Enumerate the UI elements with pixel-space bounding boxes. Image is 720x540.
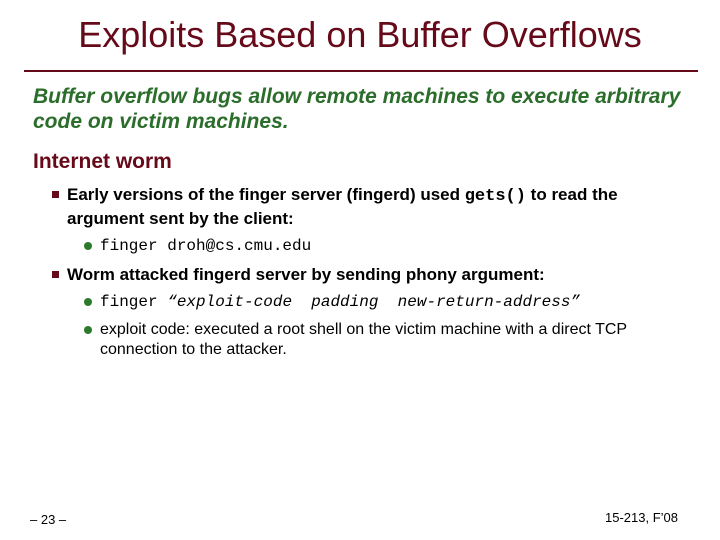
- bullet-worm-attack: [52, 264, 672, 286]
- sub-bullet-finger-command: [84, 236, 664, 256]
- lead-paragraph: Buffer overflow bugs allow remote machines to execute arbitrary code on victim machines.: [33, 85, 681, 133]
- course-label: 15-213, F’08: [605, 510, 678, 525]
- sub-bullet-exploit-argument: [84, 292, 664, 312]
- finger-cmd: finger: [100, 293, 158, 311]
- round-bullet-icon: [84, 326, 92, 334]
- bullet-text-before: Early versions of the finger server (fingerd) used: [67, 185, 465, 204]
- square-bullet-icon: [52, 271, 59, 278]
- slide-title: Exploits Based on Buffer Overflows: [78, 14, 642, 55]
- code-gets: gets(): [464, 187, 526, 206]
- bullet-fingerd-gets: [52, 184, 672, 230]
- finger-command: finger droh@cs.cmu.edu: [100, 237, 312, 255]
- bullet-text-after: to read the argument sent by the client:: [67, 185, 618, 228]
- section-heading: Internet worm: [33, 150, 172, 173]
- page-number: – 23 –: [30, 512, 67, 527]
- exploit-code-description: exploit code: executed a root shell on the victim machine with a direct TCP connection to the attacker.: [100, 321, 627, 358]
- square-bullet-icon: [52, 191, 59, 198]
- round-bullet-icon: [84, 242, 92, 250]
- bullet-worm-text: Worm attacked fingerd server by sending phony argument:: [67, 265, 545, 284]
- round-bullet-icon: [84, 298, 92, 306]
- exploit-argument: “exploit-code padding new-return-address”: [167, 293, 581, 311]
- title-divider: [24, 70, 698, 72]
- sub-bullet-exploit-code: [84, 320, 664, 360]
